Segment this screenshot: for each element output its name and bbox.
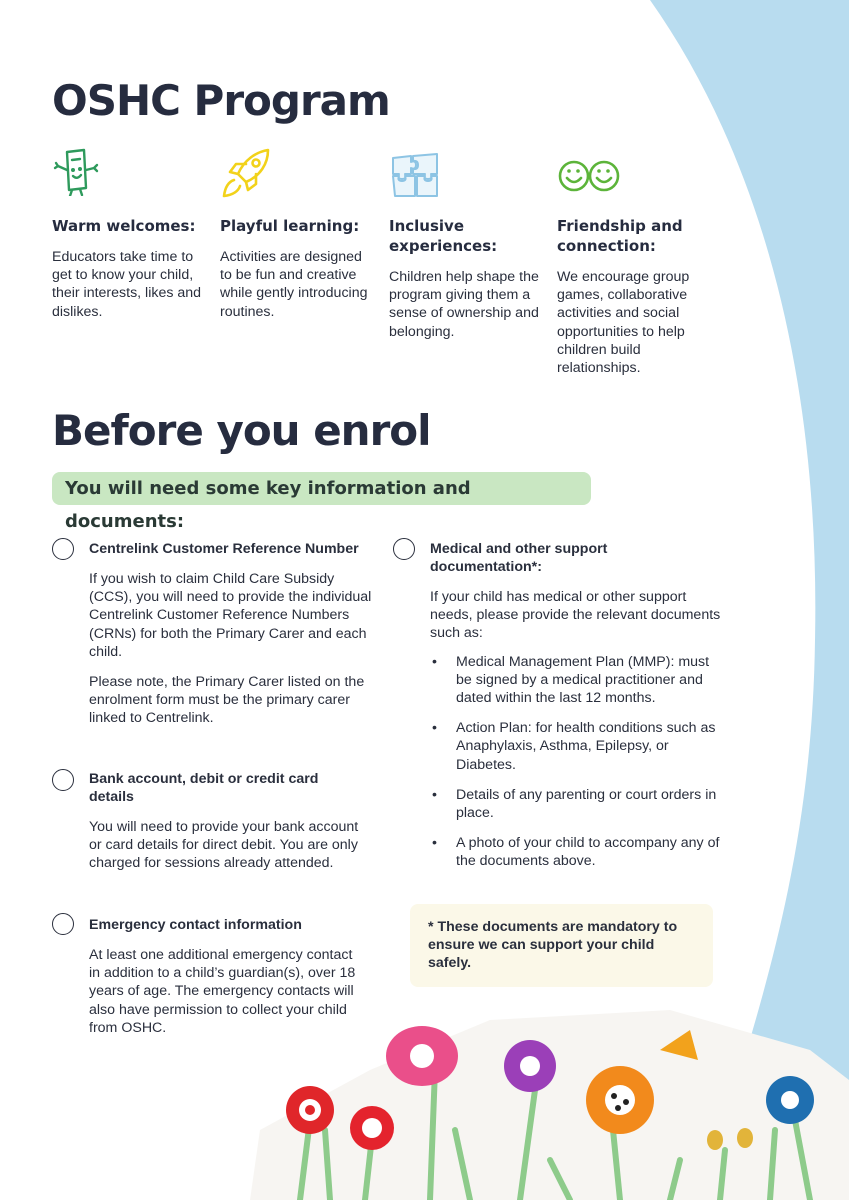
item-title: Emergency contact information bbox=[89, 917, 302, 933]
checkbox-medical-documentation[interactable] bbox=[393, 538, 415, 560]
item-text: If you wish to claim Child Care Subsidy (CCS), you will need to provide the individual Centrelink Customer Reference Numbers (CRNs) for both the Primary Carer and each child. bbox=[89, 571, 372, 660]
checkbox-bank-details[interactable] bbox=[52, 769, 74, 791]
smiling-book-icon bbox=[52, 148, 100, 196]
checkbox-emergency-contact[interactable] bbox=[52, 913, 74, 935]
page-title: OSHC Program bbox=[52, 76, 390, 125]
puzzle-icon bbox=[389, 148, 437, 196]
feature-warm-welcomes bbox=[52, 148, 202, 321]
item-text: At least one additional emergency contact in addition to a child’s guardian(s), over 18 years of age. The emergency contacts will also have permission to collect your child from OSHC. bbox=[89, 947, 356, 1036]
list-item: • Details of any parenting or court orders in place. bbox=[430, 786, 725, 822]
list-item: • Action Plan: for health conditions such as Anaphylaxis, Asthma, Epilepsy, or Diabetes. bbox=[430, 719, 725, 774]
feature-heading: Friendship and connection: bbox=[557, 217, 683, 255]
item-text: Please note, the Primary Carer listed on the enrolment form must be the primary carer linked to Centrelink. bbox=[89, 674, 365, 727]
feature-heading: Warm welcomes: bbox=[52, 217, 196, 235]
list-item: • A photo of your child to accompany any of the documents above. bbox=[430, 834, 725, 870]
feature-heading: Playful learning: bbox=[220, 217, 360, 235]
medical-documents-list bbox=[430, 653, 725, 871]
item-title: Medical and other support documentation*: bbox=[430, 541, 608, 575]
rocket-icon bbox=[220, 148, 268, 196]
feature-text: We encourage group games, collaborative activities and social opportunities to help children build relationships. bbox=[557, 269, 690, 377]
checklist-item-medical-documentation bbox=[430, 540, 725, 883]
feature-friendship-connection bbox=[557, 148, 707, 377]
feature-text: Educators take time to get to know your child, their interests, likes and dislikes. bbox=[52, 249, 202, 320]
feature-heading: Inclusive experiences: bbox=[389, 217, 498, 255]
checklist-item-centrelink-crn bbox=[89, 540, 379, 728]
item-text: You will need to provide your bank account or card details for direct debit. You are only charged for sessions already attended. bbox=[89, 819, 359, 872]
item-text: If your child has medical or other support needs, please provide the relevant documents such as: bbox=[430, 589, 721, 642]
checkbox-centrelink-crn[interactable] bbox=[52, 538, 74, 560]
checklist-item-bank-details bbox=[89, 770, 359, 873]
feature-text: Activities are designed to be fun and creative while gently introducing routines. bbox=[220, 249, 368, 320]
list-item: • Medical Management Plan (MMP): must be signed by a medical practitioner and dated within the last 12 months. bbox=[430, 653, 725, 708]
section-title-before-you-enrol: Before you enrol bbox=[52, 406, 431, 455]
smiley-faces-icon bbox=[557, 148, 605, 196]
flower-painting-illustration bbox=[250, 1010, 849, 1200]
feature-text: Children help shape the program giving them a sense of ownership and belonging. bbox=[389, 269, 539, 340]
feature-playful-learning bbox=[220, 148, 370, 321]
key-info-banner: You will need some key information and documents: bbox=[52, 472, 591, 505]
item-title: Centrelink Customer Reference Number bbox=[89, 541, 359, 557]
mandatory-note: * These documents are mandatory to ensure we can support your child safely. bbox=[410, 904, 713, 987]
feature-inclusive-experiences bbox=[389, 148, 539, 341]
item-title: Bank account, debit or credit card details bbox=[89, 771, 319, 805]
